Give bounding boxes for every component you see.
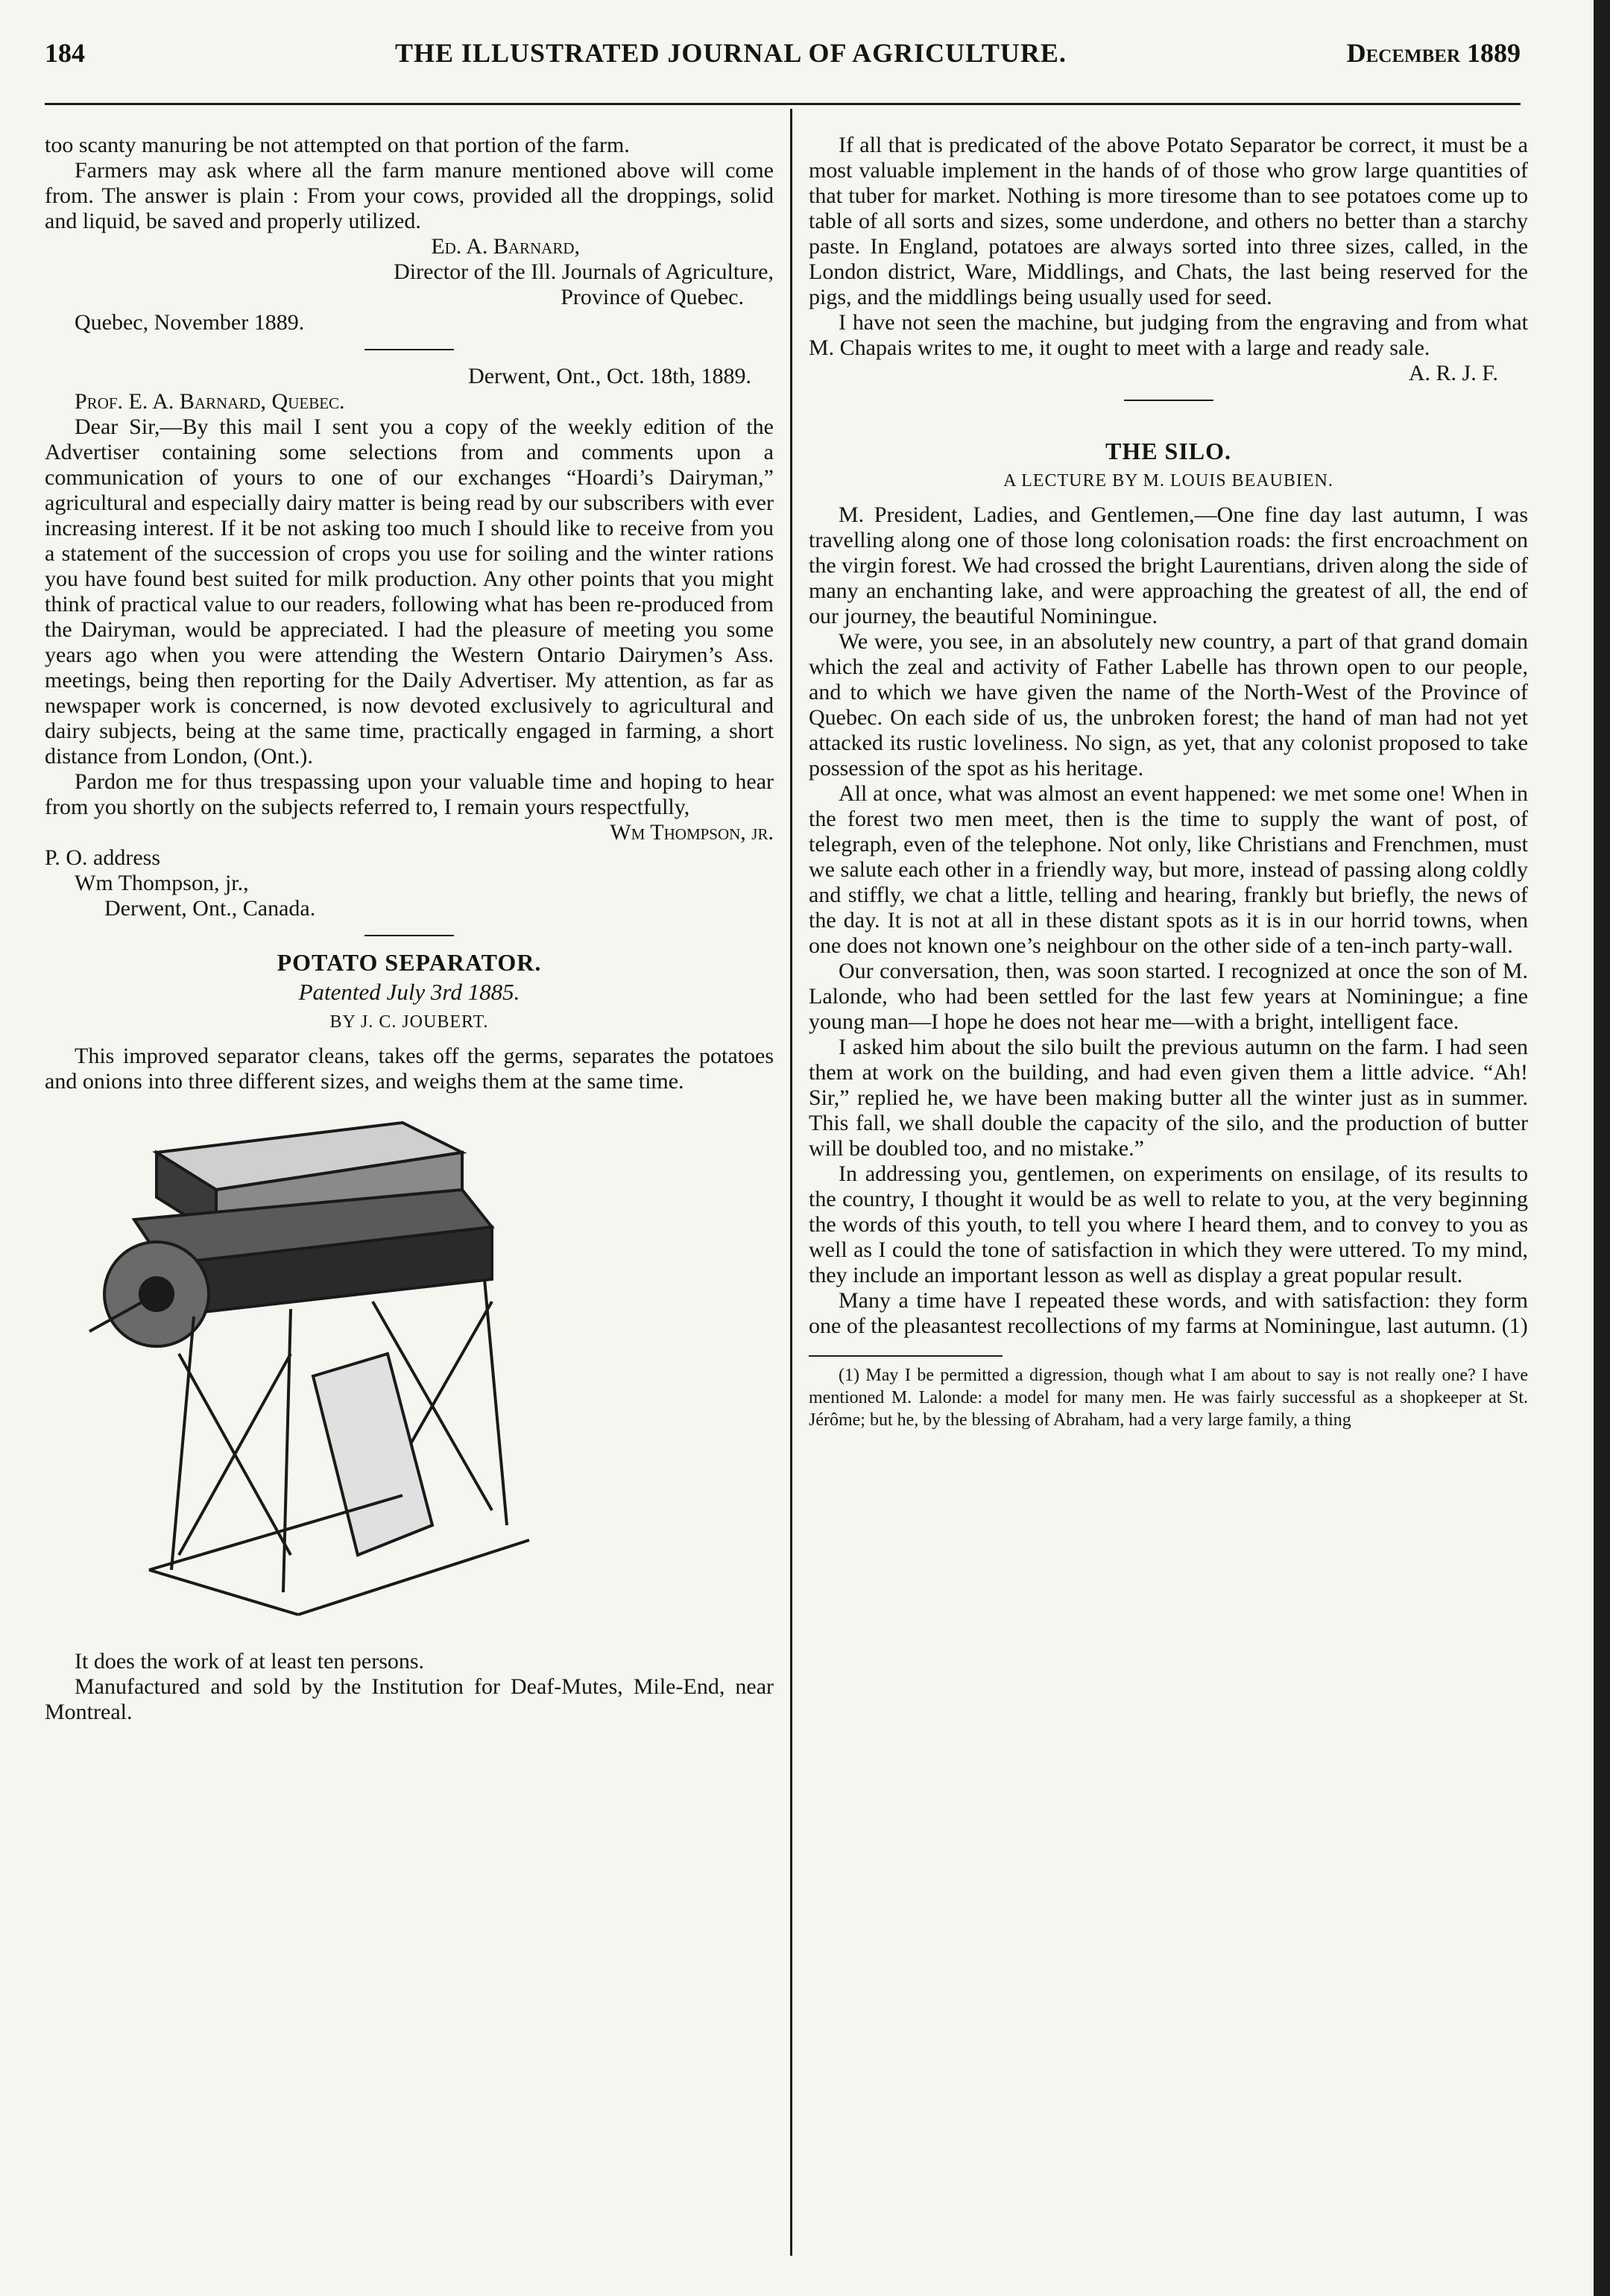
paragraph: I have not seen the machine, but judging from the engraving and from what M. Chapais writes to me, it ought to meet with a large and ready sale. bbox=[809, 310, 1528, 360]
footnote: (1) May I be permitted a digression, though what I am about to say is not really one? I have mentioned M. Lalonde: a model for many men. He was fairly successful as a shopkeeper at St. Jérôme; but he, by the blessing of Abraham, had a very large family, a thing bbox=[809, 1366, 1528, 1430]
signature-province: Province of Quebec. bbox=[561, 285, 744, 309]
lecture-subtitle: A LECTURE BY M. LOUIS BEAUBIEN. bbox=[1003, 471, 1333, 491]
right-column bbox=[809, 133, 1528, 1431]
paragraph: M. President, Ladies, and Gentlemen,—One fine day last autumn, I was travelling along one of those long colonisation roads: the first encroachment on the virgin forest. We had crossed the bright Laurentians, driven along the side of many an enchanting lake, and were approaching the greatest of all, the end of our journey, the beautiful Nominingue. bbox=[809, 502, 1528, 628]
issue-date: December 1889 bbox=[1346, 38, 1521, 68]
paragraph: Manufactured and sold by the Institution for Deaf-Mutes, Mile-End, near Montreal. bbox=[45, 1674, 774, 1724]
paragraph: I asked him about the silo built the previous autumn on the farm. I had seen them at work on the building, and had even given them a little advice. “Ah! Sir,” replied he, we have been making butter all the winter just as in summer. This fall, we shall double the capacity of the silo, and the production of butter will be doubled too, and no mistake.” bbox=[809, 1035, 1528, 1161]
initials-signature: A. R. J. F. bbox=[1408, 361, 1498, 385]
patent-line: Patented July 3rd 1885. bbox=[298, 979, 520, 1005]
spacer bbox=[809, 414, 1528, 434]
po-address-label: P. O. address bbox=[45, 845, 160, 870]
letter-addressee: Prof. E. A. Barnard, Quebec. bbox=[75, 389, 345, 414]
header-rule bbox=[45, 103, 1521, 105]
paragraph: too scanty manuring be not attempted on that portion of the farm. bbox=[45, 133, 630, 157]
signature-name: Ed. A. Barnard, bbox=[431, 234, 580, 259]
section-heading: THE SILO. bbox=[1105, 438, 1232, 464]
page-edge-shadow bbox=[1594, 0, 1610, 2296]
signature-date: Quebec, November 1889. bbox=[75, 310, 305, 335]
po-address-name: Wm Thompson, jr., bbox=[75, 871, 249, 895]
po-address-place: Derwent, Ont., Canada. bbox=[104, 896, 316, 921]
page-number: 184 bbox=[45, 38, 85, 68]
section-heading: POTATO SEPARATOR. bbox=[277, 949, 542, 976]
paragraph: It does the work of at least ten persons. bbox=[75, 1649, 425, 1674]
journal-title: THE ILLUSTRATED JOURNAL OF AGRICULTURE. bbox=[395, 38, 1067, 68]
left-column bbox=[45, 133, 774, 1725]
paragraph: If all that is predicated of the above Potato Separator be correct, it must be a most valuable implement in the hands of of those who grow large quantities of that tuber for market. Nothing is more tiresome than to see potatoes come up to table of all sorts and sizes, some underdone, and others no better than a starchy paste. In England, potatoes are always sorted into three sizes, called, in the London district, Ware, Middlings, and Chats, the last being reserved for the pigs, and the middlings being usually used for seed. bbox=[809, 133, 1528, 309]
letter-body: Dear Sir,—By this mail I sent you a copy of the weekly edition of the Advertiser containing some selections from and comments upon a communication of yours to one of our exchanges “Hoardi’s Dairyman,” agricultural and especially dairy matter is being read by our subscribers with ever increasing interest. If it be not asking too much I should like to receive from you a statement of the succession of crops you use for soiling and the winter rations you have found best suited for milk production. Any other points that you might think of practical value to our readers, following what has been re-produced from the Dairyman, would be appreciated. I had the pleasure of meeting you some years ago when you were attending the Western Ontario Dairymen’s Ass. meetings, being then reporting for the Daily Advertiser. My attention, as far as newspaper work is concerned, is now devoted exclusively to agricultural and dairy subjects, being at the same time, practically engaged in farming, a short distance from London, (Ont.). bbox=[45, 414, 774, 769]
running-header bbox=[45, 37, 1521, 82]
section-rule bbox=[364, 349, 454, 350]
letter-dateline: Derwent, Ont., Oct. 18th, 1889. bbox=[468, 364, 751, 388]
signature-title: Director of the Ill. Journals of Agriculture, bbox=[394, 259, 774, 284]
section-rule bbox=[364, 935, 454, 936]
section-rule bbox=[1124, 400, 1213, 401]
paragraph: Many a time have I repeated these words, and with satisfaction: they form one of the pleasantest recollections of my farms at Nominingue, last autumn. (1) bbox=[809, 1288, 1528, 1338]
letter-closing: Pardon me for thus trespassing upon your valuable time and hoping to hear from you shortly on the subjects referred to, I remain yours respectfully, bbox=[45, 769, 774, 819]
paragraph: Farmers may ask where all the farm manure mentioned above will come from. The answer is plain : From your cows, provided all the droppings, solid and liquid, be saved and properly utilized. bbox=[45, 158, 774, 233]
paragraph: In addressing you, gentlemen, on experiments on ensilage, of its results to the country, I thought it would be as well to relate to you, at the very beginning the words of this youth, to tell you where I heard them, and to convey to you as well as I could the tone of satisfaction in which they were uttered. To my mind, they include an important lesson as well as display a great popular result. bbox=[809, 1161, 1528, 1287]
paragraph: Our conversation, then, was soon started. I recognized at once the son of M. Lalonde, who had been settled for the last few years at Nominingue; a fine young man—I hope he does not hear me—with a bright, intelligent face. bbox=[809, 959, 1528, 1034]
paragraph: All at once, what was almost an event happened: we met some one! When in the forest two men meet, then is the time to supply the want of post, of telegraph, even of the telephone. Not only, like Christians and Frenchmen, must we salute each other in a friendly way, but more, instead of passing along coldly and stiffly, we chat a little, telling and hearing, frankly but briefly, the news of the day. It is not at all in these distant spots as it is in our horrid towns, when one does not known one’s neighbour on the other side of a ten-inch party-wall. bbox=[809, 781, 1528, 958]
letter-signature: Wm Thompson, jr. bbox=[610, 820, 774, 845]
paragraph: This improved separator cleans, takes off the germs, separates the potatoes and onions into three different sizes, and weighs them at the same time. bbox=[45, 1044, 774, 1094]
potato-separator-engraving bbox=[45, 1108, 581, 1630]
footnote-rule bbox=[809, 1355, 1003, 1357]
paragraph: We were, you see, in an absolutely new country, a part of that grand domain which the zeal and activity of Father Labelle has thrown open to our people, and to which we have given the name of the North-West of the Province of Quebec. On each side of us, the unbroken forest; the hand of man had not yet attacked its rustic loveliness. No sign, as yet, that any colonist proposed to take possession of the spot as his heritage. bbox=[809, 629, 1528, 780]
byline: BY J. C. JOUBERT. bbox=[329, 1012, 489, 1032]
column-divider bbox=[790, 109, 792, 2256]
